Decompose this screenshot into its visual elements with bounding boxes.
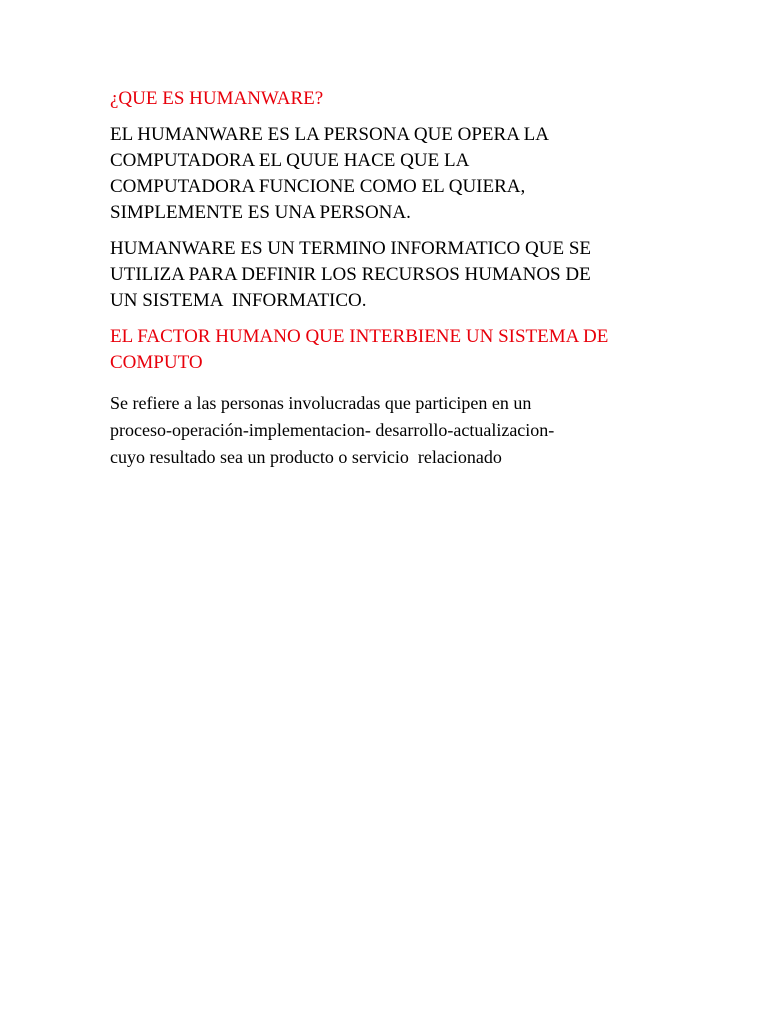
paragraph-line: SIMPLEMENTE ES UNA PERSONA. xyxy=(110,202,411,223)
document-content xyxy=(110,86,670,471)
heading-line: COMPUTO xyxy=(110,352,203,373)
paragraph-line: COMPUTADORA EL QUUE HACE QUE LA xyxy=(110,150,470,171)
paragraph-definition xyxy=(110,122,670,226)
paragraph-line: UTILIZA PARA DEFINIR LOS RECURSOS HUMANOS DE xyxy=(110,264,591,285)
heading-line: ¿QUE ES HUMANWARE? xyxy=(110,88,324,109)
heading-line: EL FACTOR HUMANO QUE INTERBIENE UN SISTEMA DE xyxy=(110,326,609,347)
heading-que-es-humanware xyxy=(110,86,670,112)
paragraph-line: HUMANWARE ES UN TERMINO INFORMATICO QUE SE xyxy=(110,238,591,259)
paragraph-line: COMPUTADORA FUNCIONE COMO EL QUIERA, xyxy=(110,176,526,197)
paragraph-line: proceso-operación-implementacion- desarrollo-actualizacion- xyxy=(110,420,555,440)
heading-factor-humano xyxy=(110,324,670,376)
paragraph-line: UN SISTEMA INFORMATICO. xyxy=(110,290,367,311)
paragraph-line: cuyo resultado sea un producto o servicio relacionado xyxy=(110,447,502,467)
paragraph-line: Se refiere a las personas involucradas que participen en un xyxy=(110,393,532,413)
paragraph-line: EL HUMANWARE ES LA PERSONA QUE OPERA LA xyxy=(110,124,549,145)
paragraph-se-refiere xyxy=(110,390,670,471)
paragraph-termino xyxy=(110,236,670,314)
